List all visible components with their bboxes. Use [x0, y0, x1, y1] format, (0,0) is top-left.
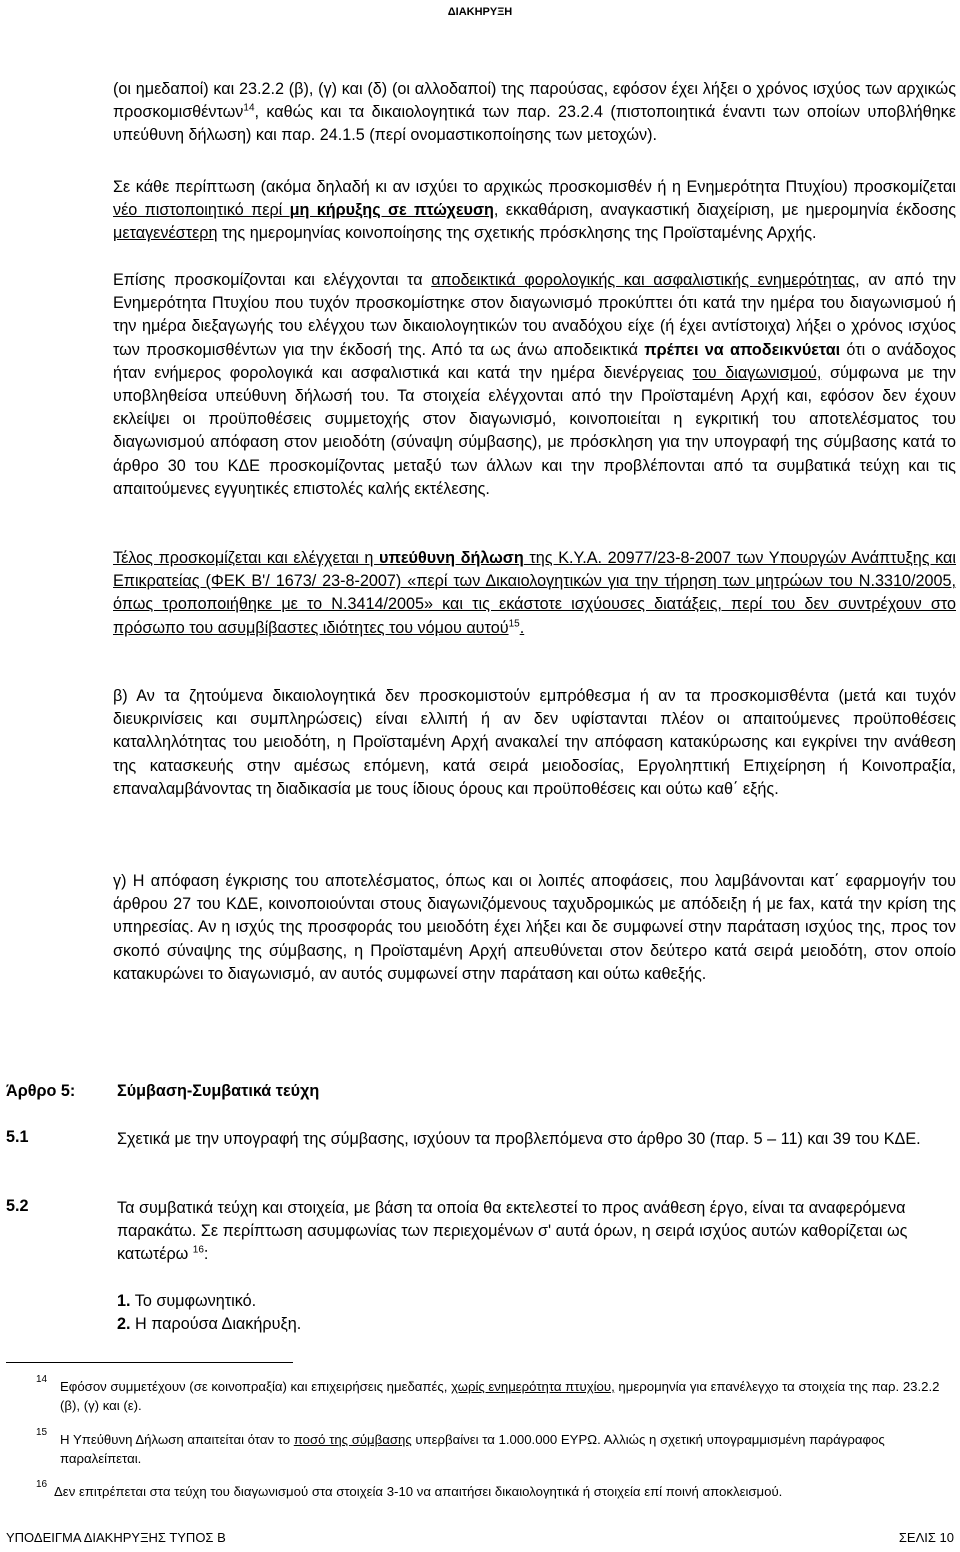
- section-5-1-number: 5.1: [6, 1128, 29, 1146]
- paragraph-bankruptcy: [113, 176, 956, 246]
- footer-page-number: ΣΕΛΙΣ 10: [898, 1530, 954, 1545]
- footnote-16: [6, 1479, 956, 1501]
- paragraph-c: [113, 870, 956, 986]
- footnote-14: [6, 1374, 956, 1415]
- para1-text-1: (οι ημεδαποί) και 23.2.2 (β), (γ) και (δ) (οι αλλοδαποί) της παρούσας, εφόσον έχει λήξει ο χρόνος ισχύος των αρχικώς προσκομισθέντων: [113, 80, 956, 122]
- para1-text-2: , καθώς και τα δικαιολογητικά των παρ. 23.2.4 (πιστοποιητικά έναντι των οποίων υποβλήθηκε υπεύθυνη δήλωση) και παρ. 24.1.5 (περί ονομαστικοποίησης των μετοχών).: [113, 103, 956, 145]
- footnote-ref-16[interactable]: 16: [192, 1244, 204, 1256]
- footnote-text-2: υπερβαίνει τα 1.000.000 ΕΥΡΩ. Αλλιώς η σχετική υπογραμμισμένη παράγραφος παραλείπεται.: [60, 1432, 885, 1466]
- footnote-mark: 15: [36, 1427, 48, 1438]
- article-label: Άρθρο 5:: [6, 1082, 76, 1100]
- para3-bold: πρέπει να αποδεικνύεται: [644, 340, 841, 359]
- list-item-number: 2.: [117, 1315, 131, 1333]
- article-title: Σύμβαση-Συμβατικά τεύχη: [117, 1082, 320, 1100]
- para2-text-1: Σε κάθε περίπτωση (ακόμα δηλαδή κι αν ισχύει το αρχικώς προσκομισθέν ή η Ενημερότητα Πτυχίου) προσκομίζεται: [113, 178, 956, 196]
- paragraph-intro: [113, 78, 956, 148]
- footnote-ref-14[interactable]: 14: [243, 102, 255, 114]
- paragraph-b: [113, 685, 956, 801]
- para4-bold-underline: υπεύθυνη δήλωση: [379, 549, 524, 567]
- para3-underline-1: αποδεικτικά φορολογικής και ασφαλιστικής ενημερότητας: [431, 271, 856, 289]
- footnote-text: Εφόσον συμμετέχουν (σε κοινοπραξία) και επιχειρήσεις ημεδαπές,: [60, 1379, 452, 1394]
- list-item-text: Η παρούσα Διακήρυξη.: [135, 1315, 302, 1333]
- section-5-1-text: Σχετικά με την υπογραφή της σύμβασης, ισχύουν τα προβλεπόμενα στο άρθρο 30 (παρ. 5 – 11) και 39 του ΚΔΕ.: [117, 1130, 921, 1148]
- para3-text-4: σύμφωνα με την υποβληθείσα υπεύθυνη δήλωσή του. Τα στοιχεία ελέγχονται από την Προϊσταμένη Αρχή και, εφόσον δεν έχουν εκλείψει οι προϋποθέσεις συμμετοχής στον διαγωνισμό, κοινοποιείται η εγκριτική του αποτελέσματος του διαγωνισμού απόφαση στον μειοδότη (σύναψη σύμβασης), με πρόσκληση για την υπογραφή της σύμβασης κατά το άρθρο 30 του ΚΔΕ προσκομίζοντας μεταξύ των άλλων και την προβλέπονται από τα συμβατικά τεύχη και τις απαιτούμενες εγγυητικές επιστολές καλής εκτέλεσης.: [113, 363, 957, 498]
- para2-text-2: , εκκαθάριση, αναγκαστική διαχείριση, με ημερομηνία έκδοσης: [493, 201, 957, 220]
- paragraph-declaration: [113, 547, 956, 640]
- para2-underline-1: νέο πιστοποιητικό περί: [113, 201, 290, 220]
- footnote-text-2: ημερομηνία για επανέλεγχο τα στοιχεία της παρ. 23.2.2 (β), (γ) και (ε).: [60, 1379, 940, 1413]
- footnote-underline: χωρίς ενημερότητα πτυχίου,: [451, 1379, 615, 1394]
- list-item: [117, 1290, 301, 1313]
- para4-underline-1: Τέλος προσκομίζεται και ελέγχεται η: [113, 549, 380, 567]
- para3-text-3: ότι ο ανάδοχος ήταν ενήμερος φορολογικά και ασφαλιστικά και κατά την ημέρα διενέργειας: [113, 340, 956, 382]
- footer-document-title: ΥΠΟΔΕΙΓΜΑ ΔΙΑΚΗΡΥΞΗΣ ΤΥΠΟΣ Β: [6, 1530, 226, 1545]
- para2-text-3: της ημερομηνίας κοινοποίησης της σχετικής πρόσκλησης της Προϊσταμένης Αρχής.: [217, 224, 817, 243]
- footnote-mark: 16: [36, 1479, 48, 1490]
- page-header-title: ΔΙΑΚΗΡΥΞΗ: [447, 6, 513, 18]
- para3-underline-2: του διαγωνισμού,: [692, 363, 822, 382]
- para4-underline-2: της Κ.Υ.Α. 20977/23-8-2007 των Υπουργών Ανάπτυξης και Επικρατείας (ΦΕΚ Β'/ 1673/ 23-8-2007) «περί των Δικαιολογητικών για την τήρηση των μητρώων του Ν.3310/2005, όπως τροποποιήθηκε με το Ν.3414/2005» και τις εκάστοτε ισχύουσες διατάξεις, περί του δεν συντρέχουν στο πρόσωπο του ασυμβίβαστες ιδιότητες του νόμου αυτού: [113, 549, 957, 637]
- contract-documents-list: [117, 1290, 301, 1336]
- list-item: [117, 1313, 301, 1336]
- para2-bold-underline: μη κήρυξης σε πτώχευση: [289, 201, 494, 220]
- list-item-text: Το συμφωνητικό.: [134, 1292, 257, 1310]
- list-item-number: 1.: [117, 1292, 131, 1310]
- section-5-2-number: 5.2: [6, 1197, 29, 1215]
- para3-text-1: Επίσης προσκομίζονται και ελέγχονται τα: [113, 271, 432, 289]
- footnote-divider: [6, 1362, 293, 1363]
- paragraph-tax-certificates: [113, 269, 956, 501]
- footnote-text: Η Υπεύθυνη Δήλωση απαιτείται όταν το: [60, 1432, 294, 1447]
- section-5-2-tail: :: [203, 1245, 209, 1263]
- footnote-15: [6, 1427, 956, 1468]
- footnote-underline: ποσό της σύμβασης: [293, 1432, 412, 1447]
- footnote-mark: 14: [36, 1374, 48, 1385]
- para6-text: γ) Η απόφαση έγκρισης του αποτελέσματος, όπως και οι λοιπές αποφάσεις, που λαμβάνονται κατ΄ εφαρμογήν του άρθρου 27 του ΚΔΕ, κοινοποιούνται στους διαγωνιζόμενους ταχυδρομικώς με απόδειξη ή με fax, κατά την κρίση της υπηρεσίας. Αν η ισχύς της προσφοράς του μειοδότη έχει λήξει και δε συμφωνεί στην παράταση ισχύος της, προς τον σκοπό σύναψης της σύμβασης, η Προϊσταμένη Αρχή απευθύνεται στον δεύτερο κατά σειρά μειοδότη, στον οποίο κατακυρώνει το διαγωνισμό, αν αυτός συμφωνεί στην παράταση και ούτω καθεξής.: [113, 872, 956, 983]
- section-5-2-text: [117, 1197, 959, 1266]
- para4-underline-3: .: [519, 618, 525, 637]
- footnote-ref-15[interactable]: 15: [508, 618, 520, 630]
- para3-text-2: , αν από την Ενημερότητα Πτυχίου που τυχόν προσκομίστηκε στον διαγωνισμό προκύπτει ότι κατά την ημέρα του διαγωνισμού ή την ημέρα διεξαγωγής του ελέγχου των δικαιολογητικών του αναδόχου είχε (ή έχει αντίστοιχα) λήξει ο χρόνος ισχύος των προσκομισθέντων για την έκδοσή της. Από τα ως άνω αποδεικτικά: [113, 271, 957, 359]
- para2-underline-2: μεταγενέστερη: [113, 224, 218, 243]
- footnote-text: Δεν επιτρέπεται στα τεύχη του διαγωνισμού στα στοιχεία 3-10 να απαιτήσει δικαιολογητικά ή στοιχεία επί ποινή αποκλεισμού.: [54, 1484, 783, 1499]
- para5-text: β) Αν τα ζητούμενα δικαιολογητικά δεν προσκομιστούν εμπρόθεσμα ή αν τα προσκομισθέντα (μετά και τυχόν διευκρινίσεις και συμπληρώσεις) είναι ελλιπή ή αν δεν υφίστανται πλέον οι απαιτούμενες προϋποθέσεις καταλληλότητας του μειοδότη, η Προϊσταμένη Αρχή ανακαλεί την απόφαση κατακύρωσης και εγκρίνει την ανάθεση της κατασκευής στην αμέσως επόμενη, κατά σειρά μειοδοσίας, Εργοληπτική Επιχείρηση ή Κοινοπραξία, επαναλαμβάνοντας τη διαδικασία με τους ίδιους όρους και προϋποθέσεις και ούτω καθ΄ εξής.: [113, 687, 956, 798]
- section-5-2-body: Τα συμβατικά τεύχη και στοιχεία, με βάση τα οποία θα εκτελεστεί το προς ανάθεση έργο, είναι τα αναφερόμενα παρακάτω. Σε περίπτωση ασυμφωνίας των περιεχομένων σ' αυτά όρων, η σειρά ισχύος αυτών καθορίζεται ως κατωτέρω: [117, 1199, 908, 1263]
